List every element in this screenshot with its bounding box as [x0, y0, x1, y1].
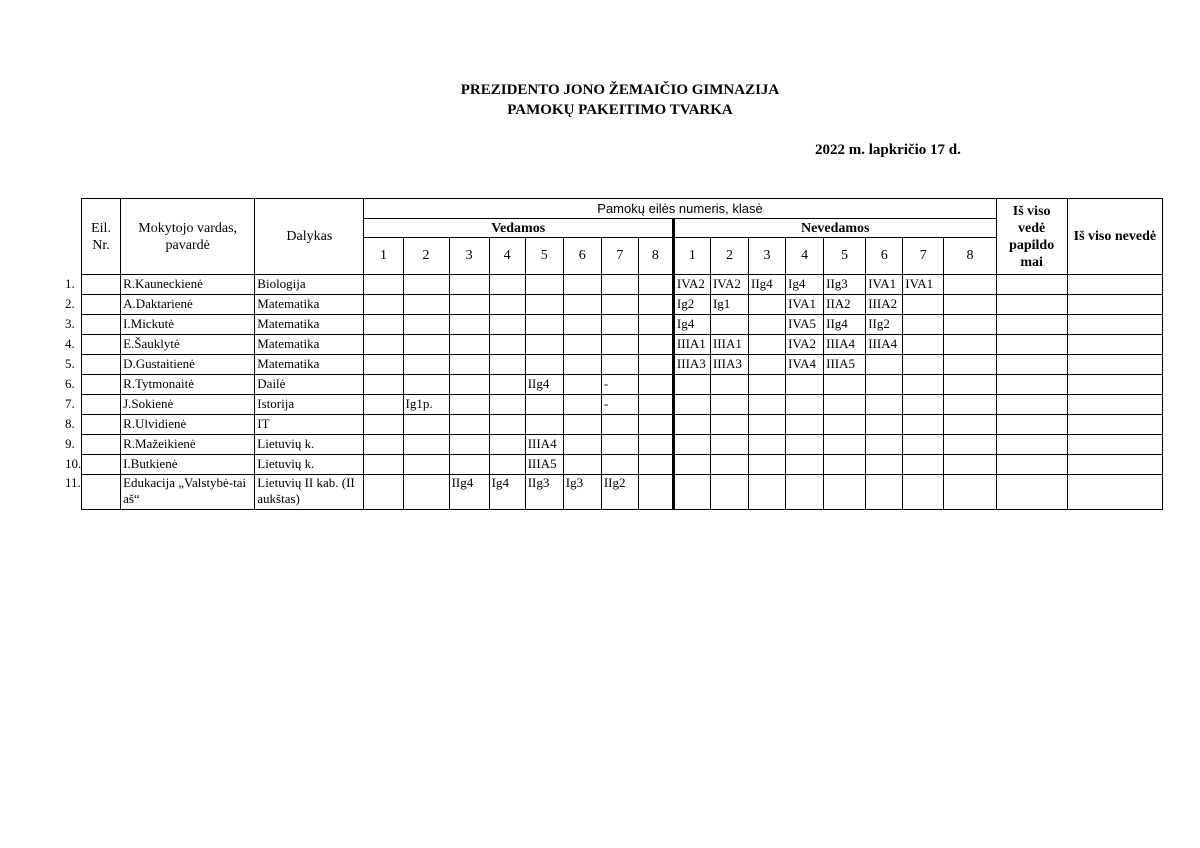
not-taught-lesson-number: 4 — [786, 238, 824, 275]
taught-lesson-number: 8 — [638, 238, 673, 275]
not-taught-lesson-cell — [824, 435, 866, 455]
row-number: 6. — [65, 376, 75, 391]
taught-lesson-cell — [449, 395, 489, 415]
taught-lesson-cell — [403, 415, 449, 435]
taught-lesson-cell — [489, 355, 525, 375]
not-taught-lesson-cell: IIIA5 — [824, 355, 866, 375]
not-taught-lesson-cell — [710, 415, 748, 435]
taught-lesson-cell — [489, 435, 525, 455]
taught-lesson-cell: IIIA4 — [525, 435, 563, 455]
not-taught-lesson-number: 7 — [903, 238, 944, 275]
taught-lesson-cell — [601, 415, 638, 435]
subject-name: Lietuvių k. — [255, 455, 364, 475]
taught-lesson-cell — [563, 375, 601, 395]
taught-lesson-cell — [449, 295, 489, 315]
not-taught-lesson-cell — [710, 475, 748, 510]
not-taught-lesson-cell: IIg4 — [824, 315, 866, 335]
taught-lesson-cell — [563, 275, 601, 295]
taught-lesson-cell — [489, 315, 525, 335]
taught-lesson-cell — [364, 315, 403, 335]
total-taught-cell — [996, 375, 1067, 395]
header-total-taught: Iš viso vedė papildo mai — [996, 199, 1067, 275]
subject-name: Matematika — [255, 295, 364, 315]
taught-lesson-cell — [403, 475, 449, 510]
table-row — [82, 415, 1163, 435]
taught-lesson-cell — [638, 275, 673, 295]
taught-lesson-cell — [638, 335, 673, 355]
table-row — [82, 375, 1163, 395]
not-taught-lesson-cell: IIIA4 — [824, 335, 866, 355]
header-nr: Eil. Nr. — [82, 199, 121, 275]
taught-lesson-cell — [601, 275, 638, 295]
not-taught-lesson-cell — [710, 435, 748, 455]
not-taught-lesson-cell — [673, 375, 710, 395]
not-taught-lesson-cell — [749, 415, 786, 435]
taught-lesson-cell: Ig3 — [563, 475, 601, 510]
taught-lesson-cell — [638, 395, 673, 415]
taught-lesson-cell — [403, 295, 449, 315]
taught-lesson-cell — [489, 455, 525, 475]
taught-lesson-cell — [638, 475, 673, 510]
not-taught-lesson-cell — [866, 415, 903, 435]
total-not-taught-cell — [1067, 435, 1162, 455]
not-taught-lesson-cell: IVA1 — [866, 275, 903, 295]
total-taught-cell — [996, 355, 1067, 375]
taught-lesson-cell — [364, 435, 403, 455]
subject-name: Biologija — [255, 275, 364, 295]
not-taught-lesson-cell — [710, 395, 748, 415]
not-taught-lesson-cell: IIIA3 — [710, 355, 748, 375]
taught-lesson-cell — [364, 295, 403, 315]
subject-name: Matematika — [255, 315, 364, 335]
taught-lesson-cell — [489, 375, 525, 395]
not-taught-lesson-cell — [944, 395, 996, 415]
header-taught: Vedamos — [364, 219, 673, 238]
header-teacher: Mokytojo vardas, pavardė — [121, 199, 255, 275]
taught-lesson-cell — [563, 355, 601, 375]
taught-lesson-cell — [403, 455, 449, 475]
teacher-name: I.Mickutė — [121, 315, 255, 335]
taught-lesson-cell — [638, 315, 673, 335]
not-taught-lesson-cell: Ig4 — [673, 315, 710, 335]
not-taught-lesson-cell — [749, 375, 786, 395]
table-row — [82, 295, 1163, 315]
not-taught-lesson-number: 8 — [944, 238, 996, 275]
subject-name: IT — [255, 415, 364, 435]
row-number-cell — [65, 355, 121, 375]
not-taught-lesson-cell: IVA2 — [786, 335, 824, 355]
taught-lesson-cell — [489, 275, 525, 295]
not-taught-lesson-cell — [866, 355, 903, 375]
not-taught-lesson-cell — [944, 295, 996, 315]
header-total-not-taught: Iš viso nevedė — [1067, 199, 1162, 275]
taught-lesson-cell: IIIA5 — [525, 455, 563, 475]
not-taught-lesson-cell — [903, 355, 944, 375]
total-taught-cell — [996, 315, 1067, 335]
not-taught-lesson-cell — [824, 415, 866, 435]
not-taught-lesson-cell — [903, 295, 944, 315]
row-number: 8. — [65, 416, 75, 431]
row-number-cell — [65, 375, 121, 395]
taught-lesson-cell — [489, 295, 525, 315]
not-taught-lesson-cell — [944, 375, 996, 395]
taught-lesson-cell — [601, 335, 638, 355]
total-taught-cell — [996, 415, 1067, 435]
table-row — [82, 455, 1163, 475]
row-number: 3. — [65, 316, 75, 331]
not-taught-lesson-cell: IVA2 — [710, 275, 748, 295]
taught-lesson-cell — [563, 415, 601, 435]
taught-lesson-number: 5 — [525, 238, 563, 275]
not-taught-lesson-cell — [673, 415, 710, 435]
row-number: 10. — [65, 456, 82, 471]
not-taught-lesson-cell — [866, 435, 903, 455]
not-taught-lesson-cell — [824, 375, 866, 395]
total-taught-cell — [996, 395, 1067, 415]
taught-lesson-cell: IIg4 — [525, 375, 563, 395]
total-not-taught-cell — [1067, 315, 1162, 335]
not-taught-lesson-cell — [824, 455, 866, 475]
taught-lesson-cell — [449, 335, 489, 355]
not-taught-lesson-cell — [903, 315, 944, 335]
not-taught-lesson-cell — [786, 475, 824, 510]
taught-lesson-cell — [403, 375, 449, 395]
table-row — [82, 395, 1163, 415]
subject-name: Lietuvių k. — [255, 435, 364, 455]
taught-lesson-number: 4 — [489, 238, 525, 275]
table-row — [82, 355, 1163, 375]
taught-lesson-cell — [638, 415, 673, 435]
taught-lesson-cell — [563, 395, 601, 415]
not-taught-lesson-cell — [944, 455, 996, 475]
not-taught-lesson-cell — [786, 455, 824, 475]
taught-lesson-cell — [449, 435, 489, 455]
not-taught-lesson-cell — [866, 455, 903, 475]
not-taught-lesson-cell: IVA4 — [786, 355, 824, 375]
not-taught-lesson-cell — [786, 435, 824, 455]
not-taught-lesson-cell — [903, 335, 944, 355]
taught-lesson-cell — [601, 295, 638, 315]
taught-lesson-cell — [449, 275, 489, 295]
not-taught-lesson-cell — [749, 435, 786, 455]
not-taught-lesson-cell — [673, 455, 710, 475]
total-taught-cell — [996, 295, 1067, 315]
not-taught-lesson-cell — [673, 395, 710, 415]
taught-lesson-cell: - — [601, 375, 638, 395]
teacher-name: A.Daktarienė — [121, 295, 255, 315]
taught-lesson-cell — [364, 335, 403, 355]
not-taught-lesson-number: 1 — [673, 238, 710, 275]
taught-lesson-cell — [449, 375, 489, 395]
taught-lesson-cell — [563, 435, 601, 455]
not-taught-lesson-cell: IIg4 — [749, 275, 786, 295]
taught-lesson-cell — [449, 455, 489, 475]
row-number: 11. — [65, 475, 81, 490]
row-number: 1. — [65, 276, 75, 291]
row-number: 4. — [65, 336, 75, 351]
not-taught-lesson-cell — [944, 475, 996, 510]
document-subtitle: PAMOKŲ PAKEITIMO TVARKA — [507, 102, 733, 118]
total-not-taught-cell — [1067, 275, 1162, 295]
not-taught-lesson-cell — [944, 315, 996, 335]
not-taught-lesson-cell: IIIA4 — [866, 335, 903, 355]
teacher-name: R.Tytmonaitė — [121, 375, 255, 395]
taught-lesson-cell — [563, 295, 601, 315]
total-taught-cell — [996, 435, 1067, 455]
row-number-cell — [65, 435, 121, 455]
not-taught-lesson-cell — [824, 395, 866, 415]
not-taught-lesson-cell: IIIA3 — [673, 355, 710, 375]
not-taught-lesson-cell — [710, 455, 748, 475]
total-taught-cell — [996, 335, 1067, 355]
taught-lesson-number: 3 — [449, 238, 489, 275]
subject-name: Dailė — [255, 375, 364, 395]
not-taught-lesson-cell: IVA1 — [786, 295, 824, 315]
taught-lesson-cell: Ig4 — [489, 475, 525, 510]
taught-lesson-cell — [525, 415, 563, 435]
taught-lesson-number: 2 — [403, 238, 449, 275]
not-taught-lesson-cell: IIg3 — [824, 275, 866, 295]
row-number-cell — [65, 335, 121, 355]
taught-lesson-cell — [563, 335, 601, 355]
not-taught-lesson-cell — [944, 335, 996, 355]
subject-name: Matematika — [255, 335, 364, 355]
taught-lesson-cell — [525, 315, 563, 335]
total-not-taught-cell — [1067, 455, 1162, 475]
total-not-taught-cell — [1067, 475, 1162, 510]
total-not-taught-cell — [1067, 355, 1162, 375]
not-taught-lesson-cell — [673, 475, 710, 510]
not-taught-lesson-cell: IIIA1 — [673, 335, 710, 355]
not-taught-lesson-cell — [866, 375, 903, 395]
not-taught-lesson-cell — [749, 355, 786, 375]
taught-lesson-cell — [364, 415, 403, 435]
taught-lesson-cell — [403, 335, 449, 355]
taught-lesson-cell — [403, 315, 449, 335]
not-taught-lesson-cell: Ig1 — [710, 295, 748, 315]
taught-lesson-cell: Ig1p. — [403, 395, 449, 415]
table-row — [82, 435, 1163, 455]
table-row — [82, 475, 1163, 510]
taught-lesson-cell — [364, 395, 403, 415]
row-number-cell — [65, 415, 121, 435]
taught-lesson-cell — [525, 395, 563, 415]
not-taught-lesson-cell: Ig4 — [786, 275, 824, 295]
taught-lesson-cell — [601, 355, 638, 375]
total-not-taught-cell — [1067, 395, 1162, 415]
not-taught-lesson-number: 2 — [710, 238, 748, 275]
taught-lesson-cell — [525, 355, 563, 375]
total-not-taught-cell — [1067, 335, 1162, 355]
not-taught-lesson-number: 6 — [866, 238, 903, 275]
row-number-cell — [65, 295, 121, 315]
teacher-name: D.Gustaitienė — [121, 355, 255, 375]
not-taught-lesson-cell — [749, 475, 786, 510]
not-taught-lesson-cell — [786, 395, 824, 415]
not-taught-lesson-number: 3 — [749, 238, 786, 275]
taught-lesson-cell — [638, 355, 673, 375]
table-row — [82, 315, 1163, 335]
taught-lesson-cell: IIg2 — [601, 475, 638, 510]
total-taught-cell — [996, 475, 1067, 510]
taught-lesson-cell — [638, 295, 673, 315]
taught-lesson-cell — [525, 295, 563, 315]
not-taught-lesson-cell — [749, 315, 786, 335]
table-row — [82, 335, 1163, 355]
total-not-taught-cell — [1067, 295, 1162, 315]
taught-lesson-cell — [638, 435, 673, 455]
taught-lesson-cell — [403, 355, 449, 375]
taught-lesson-cell — [449, 315, 489, 335]
row-number-cell — [65, 475, 121, 510]
total-not-taught-cell — [1067, 415, 1162, 435]
taught-lesson-cell — [364, 375, 403, 395]
total-taught-cell — [996, 455, 1067, 475]
row-number: 9. — [65, 436, 75, 451]
not-taught-lesson-cell — [903, 415, 944, 435]
not-taught-lesson-number: 5 — [824, 238, 866, 275]
taught-lesson-cell — [449, 355, 489, 375]
taught-lesson-cell — [489, 335, 525, 355]
not-taught-lesson-cell: Ig2 — [673, 295, 710, 315]
row-number: 7. — [65, 396, 75, 411]
taught-lesson-cell — [489, 395, 525, 415]
not-taught-lesson-cell — [944, 355, 996, 375]
row-number-cell — [65, 275, 121, 295]
taught-lesson-cell — [638, 455, 673, 475]
taught-lesson-cell — [489, 415, 525, 435]
row-number-cell — [65, 315, 121, 335]
not-taught-lesson-cell — [903, 475, 944, 510]
not-taught-lesson-cell — [944, 415, 996, 435]
taught-lesson-cell — [364, 355, 403, 375]
not-taught-lesson-cell — [824, 475, 866, 510]
not-taught-lesson-cell — [749, 395, 786, 415]
not-taught-lesson-cell — [749, 335, 786, 355]
taught-lesson-cell — [403, 435, 449, 455]
not-taught-lesson-cell — [710, 375, 748, 395]
subject-name: Istorija — [255, 395, 364, 415]
not-taught-lesson-cell: IIA2 — [824, 295, 866, 315]
not-taught-lesson-cell — [673, 435, 710, 455]
subject-name: Lietuvių II kab. (II aukštas) — [255, 475, 364, 510]
header-lessons: Pamokų eilės numeris, klasė — [364, 199, 996, 219]
not-taught-lesson-cell: IIg2 — [866, 315, 903, 335]
teacher-name: Edukacija „Valstybė-tai aš“ — [121, 475, 255, 510]
not-taught-lesson-cell — [944, 435, 996, 455]
taught-lesson-cell — [449, 415, 489, 435]
taught-lesson-cell: IIg4 — [449, 475, 489, 510]
teacher-name: E.Šauklytė — [121, 335, 255, 355]
teacher-name: R.Mažeikienė — [121, 435, 255, 455]
not-taught-lesson-cell — [903, 395, 944, 415]
substitution-table — [65, 198, 1163, 510]
row-number: 2. — [65, 296, 75, 311]
teacher-name: R.Ulvidienė — [121, 415, 255, 435]
taught-lesson-cell: IIg3 — [525, 475, 563, 510]
not-taught-lesson-cell: IIIA2 — [866, 295, 903, 315]
not-taught-lesson-cell — [866, 395, 903, 415]
not-taught-lesson-cell — [903, 455, 944, 475]
row-number-cell — [65, 395, 121, 415]
taught-lesson-cell — [638, 375, 673, 395]
not-taught-lesson-cell — [866, 475, 903, 510]
taught-lesson-cell: - — [601, 395, 638, 415]
taught-lesson-cell — [364, 455, 403, 475]
taught-lesson-number: 6 — [563, 238, 601, 275]
not-taught-lesson-cell: IVA5 — [786, 315, 824, 335]
teacher-name: J.Sokienė — [121, 395, 255, 415]
not-taught-lesson-cell — [749, 455, 786, 475]
not-taught-lesson-cell: IVA2 — [673, 275, 710, 295]
taught-lesson-cell — [364, 275, 403, 295]
not-taught-lesson-cell: IVA1 — [903, 275, 944, 295]
taught-lesson-cell — [563, 455, 601, 475]
taught-lesson-cell — [601, 315, 638, 335]
row-number: 5. — [65, 356, 75, 371]
taught-lesson-cell — [525, 335, 563, 355]
teacher-name: R.Kauneckienė — [121, 275, 255, 295]
taught-lesson-cell — [601, 455, 638, 475]
total-taught-cell — [996, 275, 1067, 295]
not-taught-lesson-cell — [786, 375, 824, 395]
not-taught-lesson-cell — [749, 295, 786, 315]
taught-lesson-number: 7 — [601, 238, 638, 275]
taught-lesson-cell — [601, 435, 638, 455]
header-not-taught: Nevedamos — [673, 219, 996, 238]
subject-name: Matematika — [255, 355, 364, 375]
teacher-name: I.Butkienė — [121, 455, 255, 475]
row-number-cell — [65, 455, 121, 475]
not-taught-lesson-cell — [903, 435, 944, 455]
not-taught-lesson-cell: IIIA1 — [710, 335, 748, 355]
taught-lesson-cell — [563, 315, 601, 335]
taught-lesson-number: 1 — [364, 238, 403, 275]
not-taught-lesson-cell — [710, 315, 748, 335]
not-taught-lesson-cell — [903, 375, 944, 395]
header-subject: Dalykas — [255, 199, 364, 275]
taught-lesson-cell — [525, 275, 563, 295]
school-title: PREZIDENTO JONO ŽEMAIČIO GIMNAZIJA — [460, 82, 780, 98]
not-taught-lesson-cell — [944, 275, 996, 295]
table-row — [82, 275, 1163, 295]
not-taught-lesson-cell — [786, 415, 824, 435]
taught-lesson-cell — [403, 275, 449, 295]
document-date: 2022 m. lapkričio 17 d. — [815, 142, 961, 158]
total-not-taught-cell — [1067, 375, 1162, 395]
taught-lesson-cell — [364, 475, 403, 510]
